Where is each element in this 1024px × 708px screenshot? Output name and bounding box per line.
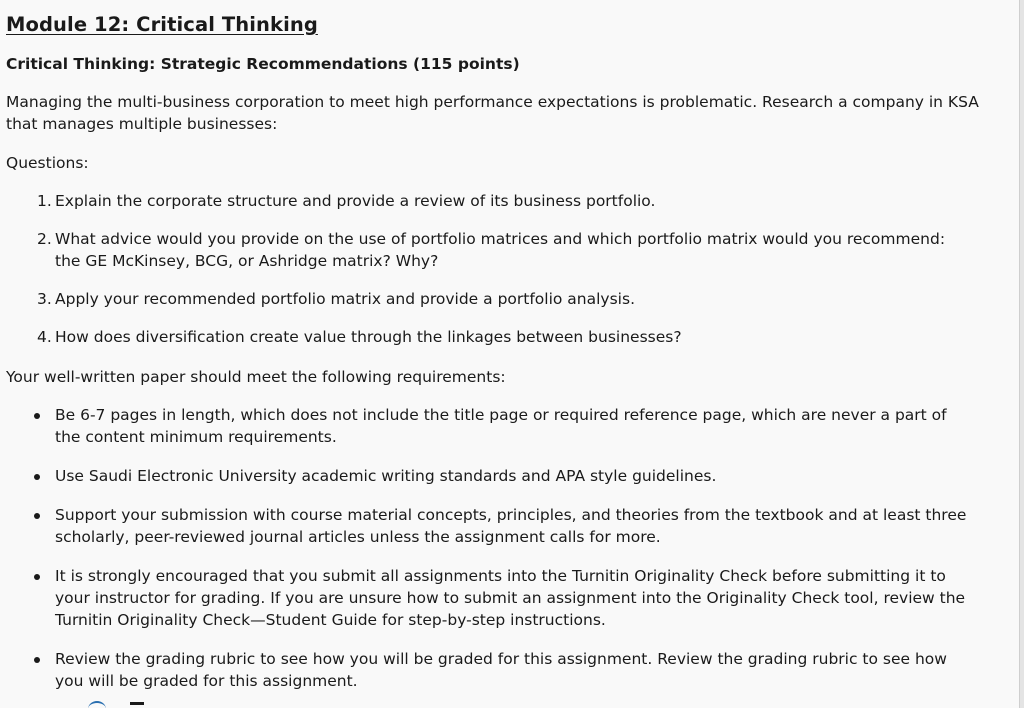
- intro-paragraph: Managing the multi-business corporation to meet high performance expectations is problematic. Research a company in KSA that manages multiple businesses:: [6, 93, 979, 133]
- requirements-intro: Your well-written paper should meet the following requirements:: [6, 368, 506, 386]
- questions-label: Questions:: [6, 154, 89, 172]
- requirement-text: Use Saudi Electronic University academic writing standards and APA style guidelines.: [55, 467, 717, 485]
- questions-list: [0, 190, 970, 364]
- question-item: [0, 326, 970, 348]
- requirement-text: Be 6-7 pages in length, which does not include the title page or required reference page, which are never a part of the content minimum requirements.: [55, 406, 947, 446]
- question-item: [0, 228, 970, 272]
- question-number: 3.: [37, 290, 52, 308]
- question-item: [0, 190, 970, 212]
- question-number: 2.: [37, 230, 52, 248]
- scrollbar-track[interactable]: [1019, 0, 1024, 708]
- question-number: 1.: [37, 192, 52, 210]
- question-text: Apply your recommended portfolio matrix and provide a portfolio analysis.: [55, 290, 635, 308]
- module-title: Module 12: Critical Thinking: [6, 13, 318, 36]
- question-text: How does diversification create value through the linkages between businesses?: [55, 328, 682, 346]
- requirement-item: [0, 504, 970, 548]
- assignment-title: Critical Thinking: Strategic Recommendations (115 points): [6, 55, 520, 73]
- bullet-icon: [34, 574, 40, 580]
- cutoff-mark: [130, 702, 144, 705]
- question-text: Explain the corporate structure and provide a review of its business portfolio.: [55, 192, 656, 210]
- requirement-item: [0, 648, 970, 692]
- requirement-item: [0, 465, 970, 487]
- bullet-icon: [34, 413, 40, 419]
- question-item: [0, 288, 970, 310]
- question-number: 4.: [37, 328, 52, 346]
- question-text: What advice would you provide on the use of portfolio matrices and which portfolio matrix would you recommend: the GE McKinsey, BCG, or Ashridge matrix? Why?: [55, 230, 946, 270]
- requirements-list: [0, 404, 970, 708]
- requirement-text: Review the grading rubric to see how you will be graded for this assignment. Review the grading rubric to see how you will be graded for this assignment.: [55, 650, 947, 690]
- bullet-icon: [34, 513, 40, 519]
- requirement-text: Support your submission with course material concepts, principles, and theories from the textbook and at least three scholarly, peer-reviewed journal articles unless the assignment calls for more.: [55, 506, 967, 546]
- requirement-item: [0, 565, 970, 631]
- requirement-item: [0, 404, 970, 448]
- requirement-text: It is strongly encouraged that you submit all assignments into the Turnitin Originality Check before submitting it to your instructor for grading. If you are unsure how to submit an assignment into the Originality Check tool, review the Turnitin Originality Check—Student Guide for step-by-step instructions.: [55, 567, 966, 629]
- bullet-icon: [34, 474, 40, 480]
- bullet-icon: [34, 657, 40, 663]
